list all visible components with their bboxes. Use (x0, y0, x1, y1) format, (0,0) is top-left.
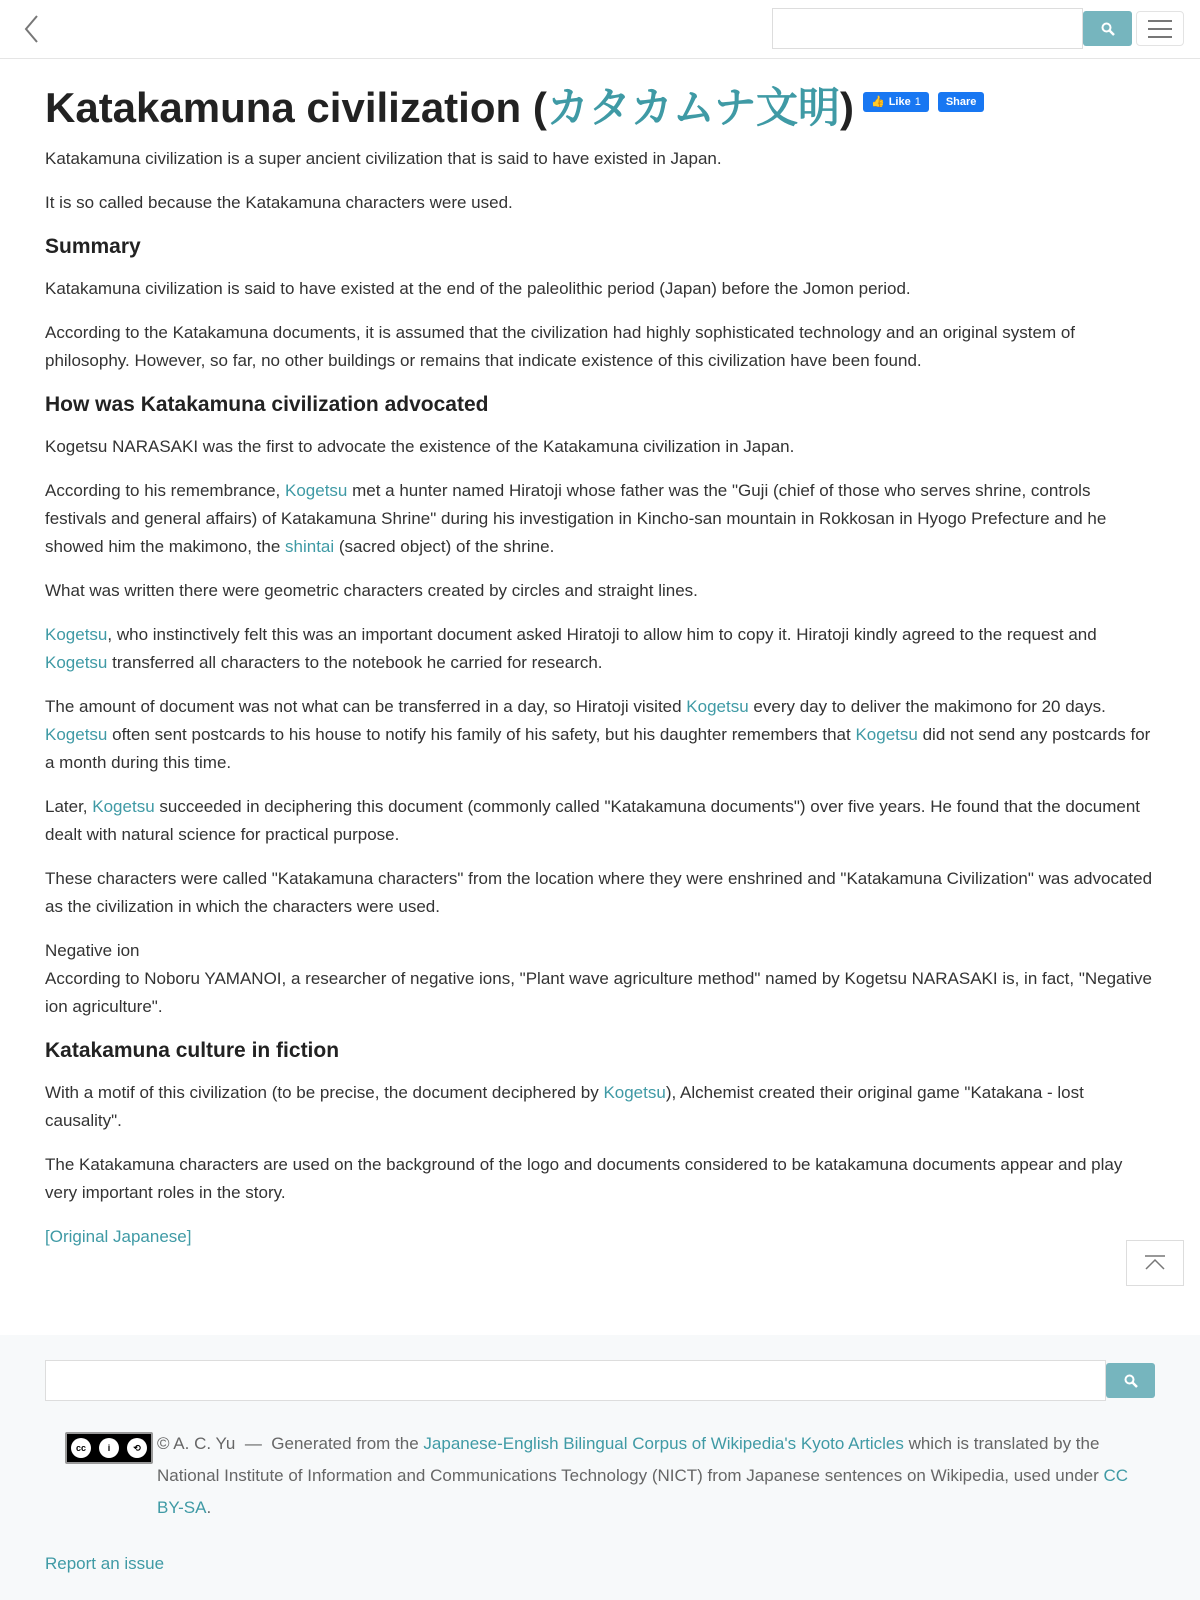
menu-button[interactable] (1136, 11, 1184, 46)
title-paren: ) (839, 84, 854, 131)
paragraph (45, 1079, 1155, 1135)
paragraph (45, 189, 1155, 217)
article-link[interactable]: Kogetsu (45, 625, 108, 644)
text: met a hunter named Hiratoji whose father was the "Guji (chief of those who serves shrine, controls festivals and general affairs) of Katakamuna Shrine" during his investigation in Kincho-san mountain in Rokkosan in Hyogo Prefecture and he showed him the makimono, the (45, 481, 1107, 556)
text: It is so called because the Katakamuna characters were used. (45, 193, 513, 212)
license-text: © A. C. Yu — Generated from the Japanese-English Bilingual Corpus of Wikipedia's Kyoto Articles which is translated by the National Institute of Information and Communications Technology (NICT) from Japanese sentences on Wikipedia, used under CC BY-SA. (157, 1434, 1129, 1517)
text: With a motif of this civilization (to be precise, the document deciphered by (45, 1083, 604, 1102)
search-input[interactable] (772, 8, 1083, 49)
paragraph (45, 477, 1155, 561)
article-link[interactable]: Kogetsu (603, 1083, 666, 1102)
text: Katakamuna civilization is said to have existed at the end of the paleolithic period (Japan) before the Jomon period. (45, 279, 911, 298)
search-icon (1124, 1374, 1138, 1388)
article-link[interactable]: Kogetsu (45, 725, 108, 744)
paragraph (45, 1151, 1155, 1207)
paragraph (45, 937, 1155, 1021)
article-link[interactable]: Kogetsu (92, 797, 155, 816)
text: According to his remembrance, (45, 481, 285, 500)
search-icon (1101, 22, 1115, 36)
section-heading: Katakamuna culture in fiction (45, 1039, 340, 1062)
paragraph (45, 621, 1155, 677)
article-link[interactable]: Kogetsu (45, 653, 108, 672)
article-link[interactable]: [Original Japanese] (45, 1227, 192, 1246)
top-navbar (0, 0, 1200, 59)
license-link[interactable]: CC BY-SA (157, 1466, 1129, 1517)
text: often sent postcards to his house to notify his family of his safety, but his daughter remembers that (107, 725, 856, 744)
footer (0, 1335, 1200, 1600)
menu-icon (1148, 20, 1172, 22)
text: According to Noboru YAMANOI, a researcher of negative ions, "Plant wave agriculture method" named by Kogetsu NARASAKI is, in fact, "Negative ion agriculture". (45, 969, 1152, 1016)
paragraph (45, 693, 1155, 777)
paragraph (45, 433, 1155, 461)
corpus-link[interactable]: Japanese-English Bilingual Corpus of Wikipedia's Kyoto Articles (423, 1434, 904, 1453)
footer-search-button[interactable] (1106, 1363, 1155, 1398)
title-text: Katakamuna civilization ( (45, 84, 547, 131)
section-heading: Summary (45, 235, 141, 258)
page-title (45, 81, 1155, 135)
text: , who instinctively felt this was an important document asked Hiratoji to allow him to copy it. Hiratoji kindly agreed to the request and (107, 625, 1097, 644)
section-heading: How was Katakamuna civilization advocated (45, 393, 489, 416)
text: The Katakamuna characters are used on the background of the logo and documents considered to be katakamuna documents appear and play very important roles in the story. (45, 1155, 1123, 1202)
paragraph (45, 275, 1155, 303)
facebook-like-button[interactable]: 👍 Like 1 (863, 92, 929, 112)
article-link[interactable]: Kogetsu (285, 481, 348, 500)
text: transferred all characters to the notebook he carried for research. (107, 653, 603, 672)
scroll-to-top-button[interactable] (1126, 1240, 1184, 1286)
text: The amount of document was not what can be transferred in a day, so Hiratoji visited (45, 697, 687, 716)
text: Katakamuna civilization is a super ancient civilization that is said to have existed in Japan. (45, 149, 722, 168)
article-link[interactable]: Kogetsu (686, 697, 749, 716)
paragraph (45, 1223, 1155, 1251)
text: (sacred object) of the shrine. (334, 537, 555, 556)
paragraph (45, 145, 1155, 173)
thumbs-up-icon: 👍 (870, 96, 885, 108)
back-icon[interactable] (22, 14, 42, 44)
text: Kogetsu NARASAKI was the first to advocate the existence of the Katakamuna civilization in Japan. (45, 437, 795, 456)
text: did not send any postcards for a month during this time. (45, 725, 1151, 772)
paragraph (45, 793, 1155, 849)
cc-by-sa-badge[interactable]: cc i ⟲ (65, 1432, 153, 1464)
text: succeeded in deciphering this document (commonly called "Katakamuna documents") over five years. He found that the document dealt with natural science for practical purpose. (45, 797, 1141, 844)
article (0, 81, 1200, 1251)
text: According to the Katakamuna documents, it is assumed that the civilization had highly sophisticated technology and an original system of philosophy. However, so far, no other buildings or remains that indicate existence of this civilization have been found. (45, 323, 1076, 370)
text: Negative ion (45, 941, 140, 960)
text: ), Alchemist created their original game "Katakana - lost causality". (45, 1083, 1084, 1130)
facebook-share-button[interactable]: Share (938, 92, 985, 112)
scroll-top-icon (1144, 1255, 1166, 1271)
paragraph (45, 577, 1155, 605)
text: Later, (45, 797, 93, 816)
text: every day to deliver the makimono for 20 days. (748, 697, 1106, 716)
report-issue-link[interactable]: Report an issue (45, 1554, 165, 1573)
search-button[interactable] (1083, 11, 1132, 46)
article-link[interactable]: shintai (285, 537, 335, 556)
paragraph (45, 319, 1155, 375)
text: These characters were called "Katakamuna characters" from the location where they were enshrined and "Katakamuna Civilization" was advocated as the civilization in which the characters were used. (45, 869, 1153, 916)
article-link[interactable]: Kogetsu (855, 725, 918, 744)
paragraph (45, 865, 1155, 921)
title-japanese: カタカムナ文明 (546, 84, 840, 131)
text: What was written there were geometric characters created by circles and straight lines. (45, 581, 698, 600)
footer-search-input[interactable] (45, 1360, 1106, 1401)
